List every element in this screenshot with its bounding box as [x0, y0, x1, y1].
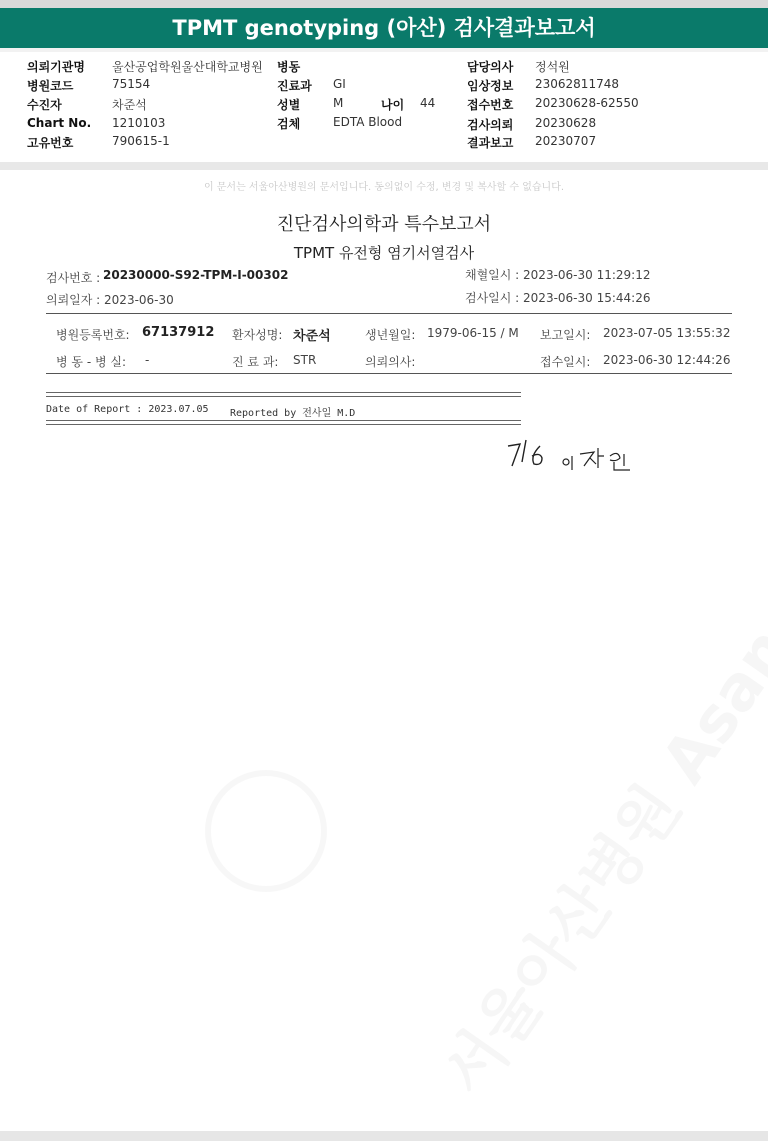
handwritten-signature — [500, 432, 640, 472]
order-info-panel — [0, 52, 768, 162]
value-result: 20230707 — [535, 134, 597, 148]
watermark-seal — [205, 770, 327, 892]
reported-by: Reported by 전사일 M.D — [230, 408, 356, 419]
report-subtitle: TPMT 유전형 염기서열검사 — [293, 244, 475, 262]
exam-no: 20230000-S92-TPM-I-00302 — [103, 268, 289, 282]
receipt-label: 접수일시: — [540, 355, 591, 369]
double-rule-top — [46, 392, 521, 397]
scanned-report-page — [0, 170, 768, 1131]
label-request: 검사의뢰 — [467, 118, 514, 132]
label-unique-no: 고유번호 — [27, 136, 74, 150]
label-sex: 성별 — [277, 98, 301, 112]
value-sex: M — [333, 96, 344, 110]
value-hospital-code: 75154 — [112, 77, 151, 91]
value-receipt-no: 20230628-62550 — [535, 96, 639, 110]
date-of-report: Date of Report : 2023.07.05 — [46, 404, 209, 415]
label-institution: 의뢰기관명 — [27, 60, 85, 74]
birth-label: 생년월일: — [365, 328, 416, 342]
value-request: 20230628 — [535, 116, 597, 130]
collect-date: 채혈일시 : 2023-06-30 11:29:12 — [465, 268, 651, 282]
report-time-label: 보고일시: — [540, 328, 591, 342]
patient-label: 환자성명: — [232, 328, 283, 342]
test-date: 검사일시 : 2023-06-30 15:44:26 — [465, 291, 651, 305]
exam-no-label: 검사번호 : — [46, 271, 101, 285]
value-age: 44 — [420, 96, 436, 110]
dept-label: 진 료 과: — [232, 355, 279, 369]
dept: STR — [293, 353, 317, 367]
value-specimen: EDTA Blood — [333, 115, 403, 129]
label-ward: 병동 — [277, 60, 301, 74]
label-receipt-no: 접수번호 — [467, 98, 514, 112]
label-age: 나이 — [381, 98, 405, 112]
rule-top — [46, 313, 732, 314]
label-patient: 수진자 — [27, 98, 62, 112]
label-doctor: 담당의사 — [467, 60, 514, 74]
bottom-strip — [0, 1131, 768, 1141]
section-divider — [0, 162, 768, 170]
label-clinical-info: 임상정보 — [467, 79, 514, 93]
report-title: 진단검사의학과 특수보고서 — [276, 214, 492, 235]
value-patient: 차준석 — [112, 98, 147, 112]
label-result: 결과보고 — [467, 136, 514, 150]
value-unique-no: 790615-1 — [112, 134, 170, 148]
report-banner: TPMT genotyping (아산) 검사결과보고서 — [0, 8, 768, 48]
birth: 1979-06-15 / M — [427, 326, 519, 340]
reg-no: 67137912 — [142, 325, 215, 340]
value-department: GI — [333, 77, 346, 91]
label-chart-no: Chart No. — [27, 116, 92, 130]
reg-no-label: 병원등록번호: — [56, 328, 130, 342]
patient-name: 차준석 — [293, 329, 331, 344]
request-date: 의뢰일자 : 2023-06-30 — [46, 293, 174, 307]
receipt-time: 2023-06-30 12:44:26 — [603, 353, 731, 367]
value-doctor: 정석원 — [535, 60, 570, 74]
value-clinical-info: 23062811748 — [535, 77, 619, 91]
label-department: 진료과 — [277, 79, 312, 93]
double-rule-bottom — [46, 420, 521, 425]
ward-label: 병 동 - 병 실: — [56, 355, 126, 369]
top-strip — [0, 0, 768, 8]
copy-notice: 이 문서는 서울아산병원의 문서입니다. 동의없이 수정, 변경 및 복사할 수 없습니다. — [203, 182, 565, 193]
ward: - — [145, 353, 150, 367]
doctor-label: 의뢰의사: — [365, 355, 416, 369]
rule-bottom — [46, 373, 732, 374]
value-institution: 울산공업학원울산대학교병원 — [112, 60, 263, 74]
label-hospital-code: 병원코드 — [27, 79, 74, 93]
report-time: 2023-07-05 13:55:32 — [603, 326, 731, 340]
value-chart-no: 1210103 — [112, 116, 166, 130]
label-specimen: 검체 — [277, 117, 301, 131]
